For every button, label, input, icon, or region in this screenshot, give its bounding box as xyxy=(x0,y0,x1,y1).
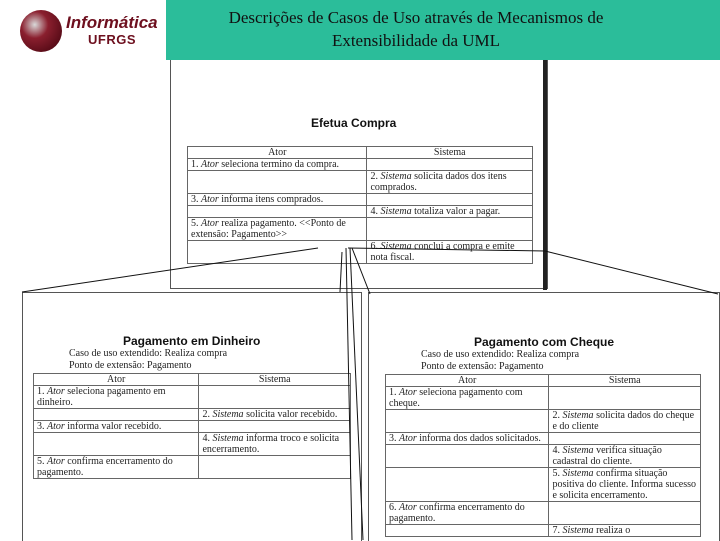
actor-cell xyxy=(34,456,199,479)
main-use-case-table xyxy=(187,146,533,264)
step-subject: Sistema xyxy=(380,241,412,252)
actor-cell xyxy=(34,421,199,433)
system-cell xyxy=(367,171,533,194)
step-number: 7. xyxy=(552,525,563,536)
system-cell xyxy=(367,206,533,218)
step-text: informa troco e solicita encerramento. xyxy=(202,433,340,455)
actor-cell xyxy=(188,206,367,218)
actor-cell xyxy=(34,386,199,409)
step-text: realiza o xyxy=(593,525,631,536)
step-text: solicita dados dos itens comprados. xyxy=(370,171,507,193)
actor-cell xyxy=(188,159,367,171)
logo-text-informatica: Informática xyxy=(66,13,158,32)
step-number: 2. xyxy=(370,171,381,182)
step-subject: Ator xyxy=(399,502,417,513)
step-text: informa dos dados solicitados. xyxy=(416,433,541,444)
step-subject: Ator xyxy=(399,387,417,398)
actor-cell xyxy=(386,468,549,502)
table-row xyxy=(34,421,351,433)
cash-use-case-title: Pagamento em Dinheiro xyxy=(123,334,261,348)
step-text: solicita dados do cheque e do cliente xyxy=(552,410,695,432)
check-extended-case: Caso de uso extendido: Realiza compra xyxy=(421,349,580,360)
connector-line-check-right xyxy=(545,251,718,294)
step-number: 3. xyxy=(191,194,201,205)
cash-extension-point: Ponto de extensão: Pagamento xyxy=(69,360,192,371)
actor-cell xyxy=(188,241,367,264)
main-use-case-document xyxy=(170,60,548,289)
table-row xyxy=(34,386,351,409)
main-use-case-title: Efetua Compra xyxy=(311,116,397,130)
step-number: 6. xyxy=(389,502,399,513)
step-subject: Ator xyxy=(399,433,417,444)
actor-cell xyxy=(386,410,549,433)
column-header-system: Sistema xyxy=(549,375,701,387)
step-number: 3. xyxy=(389,433,399,444)
step-subject: Sistema xyxy=(562,525,594,536)
table-row xyxy=(386,525,701,537)
step-text: seleciona pagamento em dinheiro. xyxy=(37,386,166,408)
system-cell xyxy=(549,387,701,410)
step-number: 5. xyxy=(191,218,201,229)
system-cell xyxy=(367,218,533,241)
informatica-ufrgs-logo xyxy=(20,7,170,53)
slide-title-line2: Extensibilidade da UML xyxy=(331,31,501,50)
logo-text-ufrgs: UFRGS xyxy=(88,32,136,47)
system-cell xyxy=(199,433,351,456)
step-number: 4. xyxy=(370,206,381,217)
step-subject: Ator xyxy=(201,194,219,205)
step-text: conclui a compra e emite nota fiscal. xyxy=(370,241,515,263)
step-text: confirma encerramento do pagamento. xyxy=(37,456,173,478)
actor-cell xyxy=(188,218,367,241)
cash-payment-document xyxy=(22,292,362,541)
actor-cell xyxy=(188,171,367,194)
step-text: verifica situação cadastral do cliente. xyxy=(552,445,662,467)
system-cell xyxy=(367,159,533,171)
table-row xyxy=(386,445,701,468)
check-payment-document xyxy=(368,292,720,541)
table-row xyxy=(188,194,533,206)
cash-use-case-table xyxy=(33,373,351,479)
system-cell xyxy=(549,468,701,502)
step-text: seleciona pagamento com cheque. xyxy=(389,387,523,409)
step-subject: Sistema xyxy=(212,433,244,444)
step-subject: Sistema xyxy=(212,409,244,420)
slide-title-line1: Descrições de Casos de Uso através de Mecanismos de xyxy=(228,8,604,27)
step-subject: Ator xyxy=(47,421,65,432)
logo-sphere-icon xyxy=(20,10,62,52)
check-use-case-table xyxy=(385,374,701,537)
actor-cell xyxy=(386,387,549,410)
step-text: solicita valor recebido. xyxy=(243,409,338,420)
slide-title xyxy=(166,6,666,52)
table-row xyxy=(386,410,701,433)
table-row xyxy=(34,456,351,479)
actor-cell xyxy=(34,409,199,421)
table-row xyxy=(34,433,351,456)
step-text: realiza pagamento. <<Ponto de extensão: Pagamento>> xyxy=(191,218,346,240)
column-header-actor: Ator xyxy=(34,374,199,386)
table-header-row xyxy=(386,375,701,387)
step-number: 4. xyxy=(552,445,563,456)
step-text: confirma encerramento do pagamento. xyxy=(389,502,525,524)
system-cell xyxy=(549,445,701,468)
step-number: 5. xyxy=(552,468,563,479)
system-cell xyxy=(549,525,701,537)
step-number: 1. xyxy=(37,386,47,397)
column-header-actor: Ator xyxy=(386,375,549,387)
step-number: 4. xyxy=(202,433,213,444)
step-number: 3. xyxy=(37,421,47,432)
table-row xyxy=(188,206,533,218)
system-cell xyxy=(199,456,351,479)
step-subject: Sistema xyxy=(380,206,412,217)
step-text: informa valor recebido. xyxy=(64,421,162,432)
check-extension-point: Ponto de extensão: Pagamento xyxy=(421,361,544,372)
cash-extended-case: Caso de uso extendido: Realiza compra xyxy=(69,348,228,359)
step-subject: Ator xyxy=(201,159,219,170)
system-cell xyxy=(549,410,701,433)
document-shadow xyxy=(543,60,547,290)
step-number: 2. xyxy=(202,409,213,420)
table-row xyxy=(386,468,701,502)
step-number: 1. xyxy=(389,387,399,398)
step-text: informa itens comprados. xyxy=(218,194,324,205)
system-cell xyxy=(549,502,701,525)
column-header-system: Sistema xyxy=(199,374,351,386)
step-subject: Ator xyxy=(47,386,65,397)
system-cell xyxy=(199,386,351,409)
step-number: 2. xyxy=(552,410,563,421)
step-text: confirma situação positiva do cliente. Informa sucesso e solicita encerramento. xyxy=(552,468,697,501)
actor-cell xyxy=(386,502,549,525)
check-use-case-title: Pagamento com Cheque xyxy=(474,335,615,349)
step-number: 1. xyxy=(191,159,201,170)
step-subject: Sistema xyxy=(562,445,594,456)
table-header-row xyxy=(34,374,351,386)
table-row xyxy=(386,433,701,445)
step-number: 5. xyxy=(37,456,47,467)
table-row xyxy=(386,387,701,410)
step-text: totaliza valor a pagar. xyxy=(411,206,501,217)
step-text: seleciona termino da compra. xyxy=(218,159,340,170)
table-row xyxy=(188,159,533,171)
step-number: 6. xyxy=(370,241,381,252)
column-header-system: Sistema xyxy=(367,147,533,159)
step-subject: Sistema xyxy=(562,468,594,479)
system-cell xyxy=(367,241,533,264)
actor-cell xyxy=(386,445,549,468)
slide-header xyxy=(0,0,720,60)
step-subject: Sistema xyxy=(380,171,412,182)
table-row xyxy=(34,409,351,421)
system-cell xyxy=(549,433,701,445)
table-row xyxy=(188,241,533,264)
actor-cell xyxy=(34,433,199,456)
column-header-actor: Ator xyxy=(188,147,367,159)
system-cell xyxy=(367,194,533,206)
actor-cell xyxy=(386,433,549,445)
system-cell xyxy=(199,409,351,421)
table-header-row xyxy=(188,147,533,159)
actor-cell xyxy=(386,525,549,537)
table-row xyxy=(188,171,533,194)
step-subject: Ator xyxy=(201,218,219,229)
table-row xyxy=(386,502,701,525)
title-banner xyxy=(166,0,720,60)
table-row xyxy=(188,218,533,241)
system-cell xyxy=(199,421,351,433)
actor-cell xyxy=(188,194,367,206)
step-subject: Ator xyxy=(47,456,65,467)
step-subject: Sistema xyxy=(562,410,594,421)
